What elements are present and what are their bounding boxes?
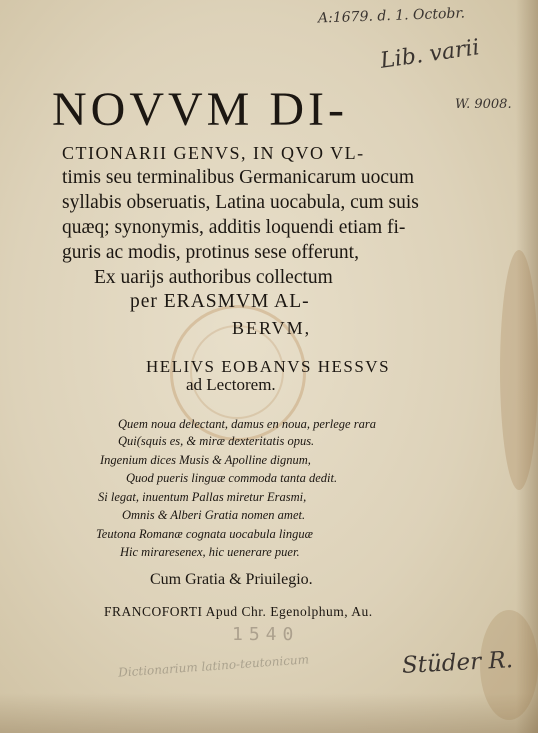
title-line-9: BERVM,: [232, 318, 312, 338]
poem-line: Ingenium dices Musis & Apolline dignum,: [100, 453, 311, 467]
epigram-author: HELIVS EOBANVS HESSVS: [146, 357, 391, 376]
epigram-dedication: ad Lectorem.: [186, 375, 276, 394]
imprint-line: FRANCOFORTI Apud Chr. Egenolphum, Au.: [104, 604, 373, 619]
title-line-6: guris ac modis, protinus sese offerunt,: [62, 242, 359, 263]
pencil-date: 1540: [232, 624, 300, 645]
title-line-4: syllabis obseruatis, Latina uocabula, cum suis: [62, 192, 419, 213]
pencil-note: Dictionarium latino-teutonicum: [117, 652, 310, 680]
poem-line: Quod pueris linguæ commoda tanta dedit.: [126, 471, 338, 485]
poem-line: Omnis & Alberi Gratia nomen amet.: [122, 508, 306, 522]
title-line-3: timis seu terminalibus Germanicarum uocum: [62, 167, 414, 188]
poem-line: Teutona Romanæ cognata uocabula linguæ: [96, 527, 313, 541]
water-stain: [500, 250, 538, 490]
title-line-2: CTIONARII GENVS, IN QVO VL-: [62, 143, 365, 163]
title-line-8: per ERASMVM AL-: [130, 291, 310, 312]
poem-line: Quem noua delectant, damus en noua, perlege rara: [118, 417, 376, 431]
page-bottom-shadow: [0, 693, 538, 733]
title-line-1: NOVVM DI-: [52, 83, 348, 136]
title-line-5: quæq; synonymis, additis loquendi etiam fi-: [62, 217, 406, 238]
handwritten-side-note: W. 9008.: [455, 97, 512, 112]
handwritten-signature: Stüder R.: [401, 647, 514, 679]
title-line-7: Ex uarijs authoribus collectum: [94, 267, 333, 288]
poem-line: Qui(squis es, & miræ dexteritatis opus.: [118, 434, 315, 448]
handwritten-shelf-note: Lib. varii: [378, 35, 482, 74]
privilege-line: Cum Gratia & Priuilegio.: [150, 571, 313, 588]
poem-line: Hic miraresenex, hic uenerare puer.: [120, 545, 300, 559]
handwritten-acquisition-note: A:1679. d. 1. Octobr.: [317, 5, 466, 27]
poem-line: Si legat, inuentum Pallas miretur Erasmi,: [98, 490, 307, 504]
